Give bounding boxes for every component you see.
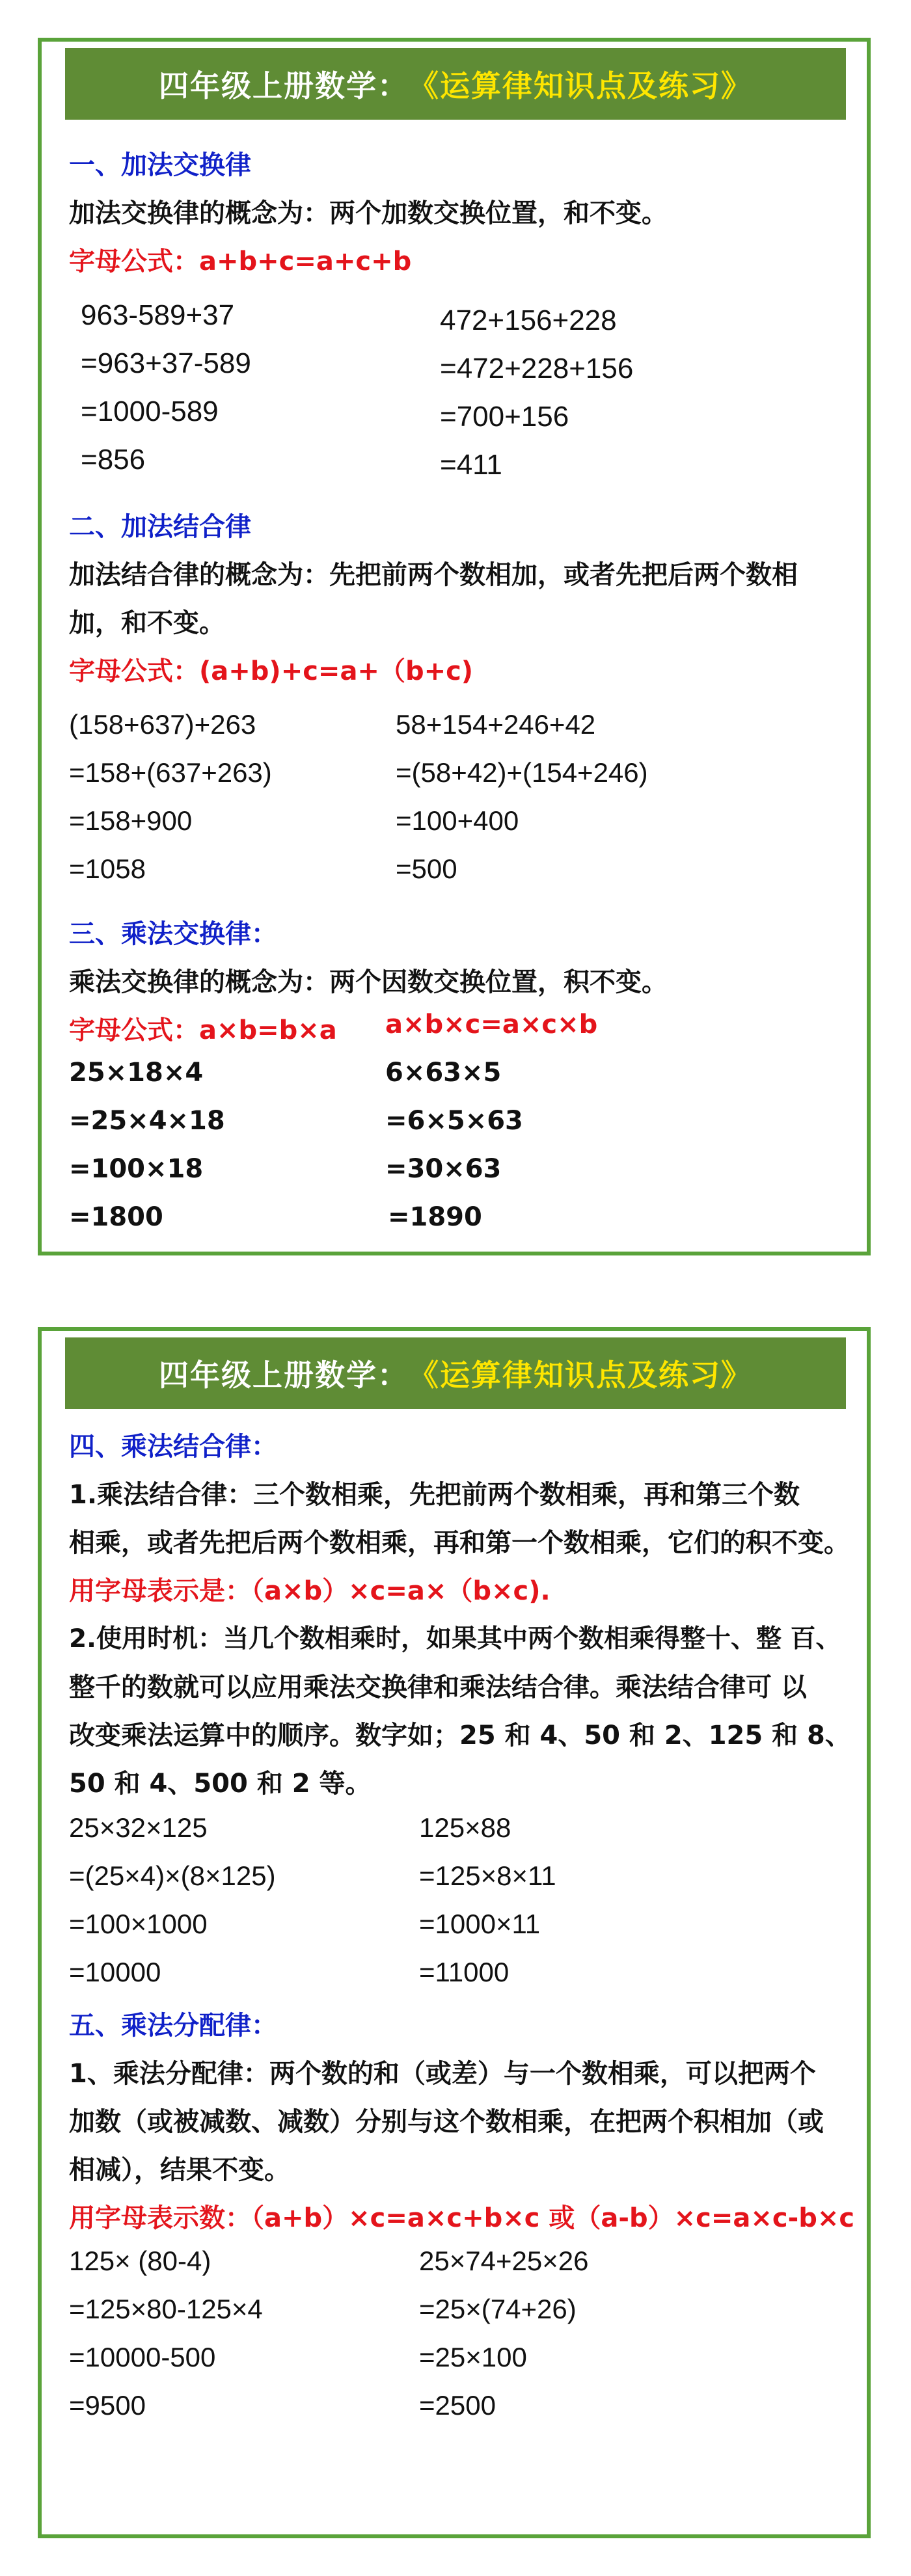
concept-text: 相乘，或者先把后两个数相乘，再和第一个数相乘，它们的积不变。	[69, 1528, 850, 1558]
section-heading-multiplication-commutative: 三、乘法交换律：	[69, 919, 277, 949]
calc-line: =411	[440, 449, 502, 481]
calc-line: (158+637)+263	[69, 709, 256, 740]
calc-line: 25×32×125	[69, 1812, 208, 1843]
calc-line: 963-589+37	[81, 299, 235, 331]
concept-text: 改变乘法运算中的顺序。数字如；25 和 4、50 和 2、125 和 8、	[69, 1721, 851, 1751]
calc-line: =100×18	[69, 1154, 204, 1184]
calc-line: =963+37-589	[81, 347, 251, 379]
calc-line: 58+154+246+42	[396, 709, 596, 740]
formula-text: 用字母表示数：（a+b）×c=a×c+b×c 或（a-b）×c=a×c-b×c	[69, 2203, 855, 2233]
concept-text: 加数（或被减数、减数）分别与这个数相乘，在把两个积相加（或	[69, 2107, 824, 2137]
section-heading-multiplication-associative: 四、乘法结合律：	[69, 1432, 277, 1462]
banner-title: 《运算律知识点及练习》	[409, 1358, 752, 1393]
concept-text: 整千的数就可以应用乘法交换律和乘法结合律。乘法结合律可 以	[69, 1672, 807, 1702]
concept-text: 加法结合律的概念为：先把前两个数相加，或者先把后两个数相	[69, 560, 798, 590]
calc-line: =10000	[69, 1957, 161, 1987]
concept-text: 加，和不变。	[69, 608, 225, 638]
concept-text: 2.使用时机：当几个数相乘时，如果其中两个数相乘得整十、整 百、	[69, 1624, 841, 1654]
formula-text: 字母公式：a+b+c=a+c+b	[69, 247, 412, 276]
section-heading-addition-associative: 二、加法结合律	[69, 512, 251, 542]
card-multiplication-associative	[38, 1327, 871, 2538]
calc-line: =(58+42)+(154+246)	[396, 757, 648, 788]
calc-line: =11000	[419, 1957, 510, 1987]
concept-text: 1.乘法结合律：三个数相乘，先把前两个数相乘，再和第三个数	[69, 1480, 800, 1510]
calc-line: =700+156	[440, 401, 569, 433]
calc-line: =100+400	[396, 805, 519, 836]
formula-text: 字母公式：(a+b)+c=a+（b+c)	[69, 656, 474, 686]
concept-text: 相减），结果不变。	[69, 2155, 290, 2185]
calc-line: =2500	[419, 2390, 496, 2421]
banner-title: 《运算律知识点及练习》	[409, 68, 752, 103]
calc-line: =1000×11	[419, 1909, 541, 1939]
calc-line: =1000-589	[81, 396, 219, 427]
concept-text: 1、乘法分配律：两个数的和（或差）与一个数相乘，可以把两个	[69, 2059, 816, 2089]
calc-line: 125× (80-4)	[69, 2246, 211, 2276]
calc-line: =10000-500	[69, 2342, 216, 2372]
formula-text: 字母公式：a×b=b×a	[69, 1015, 337, 1045]
card-addition-commutative	[38, 38, 871, 1255]
calc-line: 472+156+228	[440, 304, 617, 336]
title-banner	[65, 48, 846, 120]
calc-line: 25×18×4	[69, 1058, 204, 1088]
calc-line: 25×74+25×26	[419, 2246, 589, 2276]
section-heading-addition-commutative: 一、加法交换律	[69, 150, 251, 180]
calc-line: =472+228+156	[440, 353, 634, 384]
concept-text: 乘法交换律的概念为：两个因数交换位置，积不变。	[69, 967, 668, 997]
calc-line: 6×63×5	[385, 1058, 502, 1088]
calc-line: =125×80-125×4	[69, 2294, 263, 2324]
calc-line: =1890	[388, 1202, 482, 1232]
calc-line: =856	[81, 444, 146, 476]
calc-line: =30×63	[385, 1154, 502, 1184]
calc-line: 125×88	[419, 1812, 511, 1843]
calc-line: =1058	[69, 853, 146, 884]
calc-line: =1800	[69, 1202, 163, 1232]
title-banner	[65, 1337, 846, 1409]
calc-line: =500	[396, 853, 457, 884]
calc-line: =100×1000	[69, 1909, 208, 1939]
formula-text: 用字母表示是：（a×b）×c=a×（b×c).	[69, 1576, 551, 1606]
calc-line: =25×100	[419, 2342, 527, 2372]
banner-prefix: 四年级上册数学：	[159, 68, 409, 103]
concept-text: 50 和 4、500 和 2 等。	[69, 1769, 372, 1799]
calc-line: =25×(74+26)	[419, 2294, 577, 2324]
formula-text: a×b×c=a×c×b	[385, 1010, 598, 1040]
calc-line: =6×5×63	[385, 1106, 523, 1136]
calc-line: =125×8×11	[419, 1860, 556, 1891]
banner-prefix: 四年级上册数学：	[159, 1358, 409, 1393]
calc-line: =(25×4)×(8×125)	[69, 1860, 276, 1891]
calc-line: =158+(637+263)	[69, 757, 272, 788]
calc-line: =9500	[69, 2390, 146, 2421]
calc-line: =158+900	[69, 805, 193, 836]
calc-line: =25×4×18	[69, 1106, 225, 1136]
section-heading-multiplication-distributive: 五、乘法分配律：	[69, 2011, 277, 2041]
concept-text: 加法交换律的概念为：两个加数交换位置，和不变。	[69, 198, 668, 228]
